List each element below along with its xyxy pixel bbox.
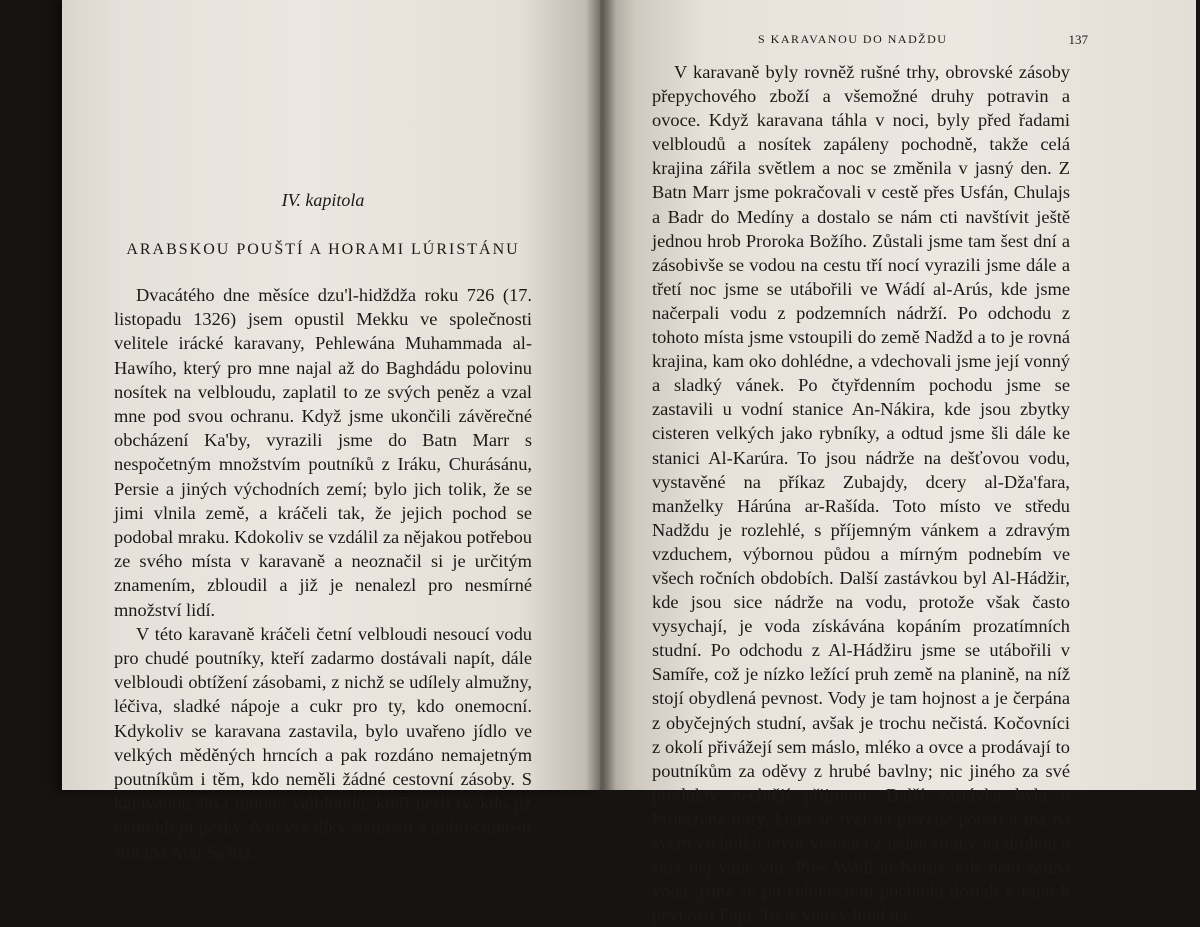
running-head: S KARAVANOU DO NADŽDU — [758, 32, 948, 46]
paragraph: V této karavaně kráčeli četní velbloudi nesoucí vodu pro chudé poutníky, kteří zadarmo dostávali napít, dále velbloudi obtížení zásobami, z nichž se udílely almužny, léčiva, sladké nápoje a cukr pro ty, kdo onemocní. Kdykoliv se karavana zastavila, bylo uvařeno jídlo ve velkých měděných hrncích a pak rozdáno nemajetným poutníkům i těm, kdo neměli žádné cestovní zásoby. S karavanou šlo i mnoho velbloudů, kteří nesli ty, kdo již nemohli jít pěšky. A to vše díky štědrosti a dobročinnosti sultána Abú Sa'ída. — [114, 623, 532, 862]
paragraph: Dvacátého dne měsíce dzu'l-hidždža roku 726 (17. listopadu 1326) jsem opustil Mekku ve společnosti velitele irácké karavany, Pehlewána Muhammada al-Hawího, který pro mne najal až do Baghdádu polovinu nosítek na velbloudu, zaplatil to ze svých peněz a vzal mne pod svou ochranu. Když jsme ukončili závěrečné obcházení Ka'by, vyrazili jsme do Batn Marr s nespočetným množstvím poutníků z Iráku, Churásánu, Persie a jiných východních zemí; bylo jich tolik, že se jimi vlnila země, a kráčeli tak, že jejich pochod se podobal mraku. Kdokoliv se vzdálil za nějakou potřebou ze svého místa v karavaně a neoznačil si je určitým znamením, zbloudil a již je nenalezl pro nesmírné množství lidí. — [114, 285, 532, 620]
paragraph: V karavaně byly rovněž rušné trhy, obrovské zásoby přepychového zboží a všemožné druhy potravin a ovoce. Když karavana táhla v noci, byly před řadami velbloudů a nosítek zapáleny pochodně, takže celá krajina zářila světlem a noc se změnila v jasný den. Z Batn Marr jsme pokračovali v cestě přes Usfán, Chulajs a Badr do Medíny a dostalo se nám cti navštívit ještě jednou hrob Proroka Božího. Zůstali jsme tam šest dní a zásobivše se vodou na cestu tří nocí vyrazili jsme dále a třetí noc jsme se utábořili ve Wádí al-Arús, kde jsme načerpali vodu z podzemních nádrží. Po odchodu z tohoto místa jsme vstoupili do země Nadžd a to je rovná krajina, kam oko dohlédne, a vdechovali jsme její vonný a sladký vánek. Po čtyřdenním pochodu jsme se zastavili u vodní stanice An-Nákira, kde jsou zbytky cisteren velkých jako rybníky, a odtud jsme šli dále ke stanici Al-Karúra. To jsou nádrže na dešťovou vodu, vystavěné na příkaz Zubajdy, dcery al-Dža'fara, manželky Hárúna ar-Rašída. Toto místo ve středu Nadždu je rozlehlé, s příjemným vánkem a zdravým vzduchem, výbornou půdou a mírným podnebím ve všech ročních obdobích. Další zastávkou byl Al-Hádžir, kde jsou sice nádrže na vodu, protože však často vysychají, je voda získávána kopáním prozatímních studní. Po odchodu z Al-Hádžiru jsme se utábořili v Samíře, což je nízko ležící pruh země na planině, na níž stojí obydlená pevnost. Vody je tam hojnost a je čerpána z obyčejných studní, avšak je trochu nečistá. Kočovníci z okolí přivážejí sem máslo, mléko a ovce a prodávají to poutníkům za oděvy z hrubé bavlny; nic jiného za své produkty nechtějí přijmout. Další zastávka byla u Proražené hory, která se tyčí na písečné poušti a má na svém vrcholku otvor vedoucí z jedné strany na druhou a skrz něj vane vítr. Přes Wádí al-Kurúš, kde není žádná voda, jsme se po celonočním pochodu dostali k ránu k pevnosti Fajd. To je veliký hrad na — [652, 62, 1070, 926]
left-body-text — [114, 283, 532, 864]
left-page — [62, 0, 600, 862]
book-gutter — [586, 0, 616, 790]
right-page — [600, 0, 1196, 926]
page-number: 137 — [1068, 32, 1088, 47]
chapter-title: ARABSKOU POUŠTÍ A HORAMI LÚRISTÁNU — [126, 241, 520, 258]
chapter-label: IV. kapitola — [281, 190, 365, 210]
right-page-content — [652, 60, 1070, 927]
left-page-content — [114, 190, 532, 864]
